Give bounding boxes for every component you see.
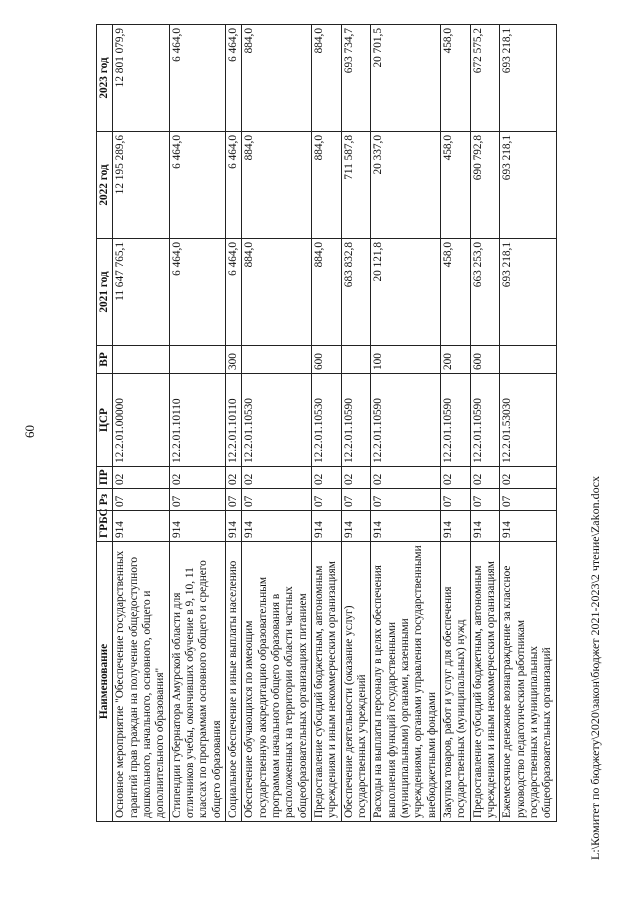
table-row xyxy=(440,25,470,822)
table-row xyxy=(225,25,241,822)
cell-y2021: 6 464,0 xyxy=(225,239,241,346)
cell-y2023: 693 218,1 xyxy=(500,25,556,132)
cell-rz: 07 xyxy=(341,489,371,511)
cell-y2022: 458,0 xyxy=(440,132,470,239)
cell-y2021: 693 218,1 xyxy=(500,239,556,346)
cell-csr: 12.2.01.10590 xyxy=(440,374,470,467)
cell-vr: 600 xyxy=(470,346,500,374)
cell-grbs: 914 xyxy=(440,511,470,542)
cell-pr: 02 xyxy=(500,467,556,489)
header-pr: ПР xyxy=(97,467,113,489)
cell-y2023: 12 801 079,9 xyxy=(113,25,169,132)
cell-grbs: 914 xyxy=(113,511,169,542)
cell-y2021: 884,0 xyxy=(311,239,341,346)
cell-y2023: 6 464,0 xyxy=(169,25,225,132)
cell-pr: 02 xyxy=(440,467,470,489)
cell-vr xyxy=(113,346,169,374)
table-row xyxy=(500,25,556,822)
cell-grbs: 914 xyxy=(341,511,371,542)
cell-vr: 100 xyxy=(371,346,441,374)
cell-name: Предоставление субсидий бюджетным, автономным учреждениям и иным некоммерческим организациям xyxy=(470,542,500,822)
cell-y2022: 6 464,0 xyxy=(225,132,241,239)
cell-y2022: 711 587,8 xyxy=(341,132,371,239)
budget-table-container xyxy=(96,25,554,822)
cell-csr: 12.2.01.10530 xyxy=(242,374,312,467)
cell-grbs: 914 xyxy=(225,511,241,542)
cell-y2023: 20 701,5 xyxy=(371,25,441,132)
cell-rz: 07 xyxy=(371,489,441,511)
header-vr: ВР xyxy=(97,346,113,374)
cell-rz: 07 xyxy=(113,489,169,511)
cell-y2021: 6 464,0 xyxy=(169,239,225,346)
cell-name: Расходы на выплаты персоналу в целях обеспечения выполнения функций государственными (муниципальными) органами, казенными учреждениями, органами управления государственными внебюджетными фондами xyxy=(371,542,441,822)
cell-name: Предоставление субсидий бюджетным, автономным учреждениям и иным некоммерческим организациям xyxy=(311,542,341,822)
cell-y2023: 884,0 xyxy=(311,25,341,132)
cell-grbs: 914 xyxy=(470,511,500,542)
cell-name: Обеспечение обучающихся по имеющим государственную аккредитацию образовательным программам начального общего образования в расположенных на территории области частных общеобразовательных организациях питанием xyxy=(242,542,312,822)
cell-grbs: 914 xyxy=(371,511,441,542)
cell-rz: 07 xyxy=(311,489,341,511)
cell-vr xyxy=(341,346,371,374)
cell-y2023: 693 734,7 xyxy=(341,25,371,132)
cell-vr xyxy=(242,346,312,374)
header-rz: Рз xyxy=(97,489,113,511)
cell-rz: 07 xyxy=(470,489,500,511)
cell-y2022: 693 218,1 xyxy=(500,132,556,239)
cell-grbs: 914 xyxy=(500,511,556,542)
cell-grbs: 914 xyxy=(169,511,225,542)
cell-csr: 12.2.01.10110 xyxy=(225,374,241,467)
header-2023: 2023 год xyxy=(97,25,113,132)
table-row xyxy=(371,25,441,822)
cell-y2022: 884,0 xyxy=(311,132,341,239)
cell-rz: 07 xyxy=(242,489,312,511)
header-grbs: ГРБС xyxy=(97,511,113,542)
cell-name: Основное мероприятие "Обеспечение государственных гарантий прав граждан на получение общедоступного дошкольного, начального, основного, общего и дополнительного образования" xyxy=(113,542,169,822)
cell-rz: 07 xyxy=(440,489,470,511)
cell-y2022: 12 195 289,6 xyxy=(113,132,169,239)
budget-table xyxy=(96,24,557,822)
cell-pr: 02 xyxy=(242,467,312,489)
cell-y2022: 20 337,0 xyxy=(371,132,441,239)
cell-y2023: 458,0 xyxy=(440,25,470,132)
cell-grbs: 914 xyxy=(242,511,312,542)
cell-pr: 02 xyxy=(225,467,241,489)
table-row xyxy=(242,25,312,822)
table-row xyxy=(169,25,225,822)
cell-pr: 02 xyxy=(371,467,441,489)
cell-y2022: 884,0 xyxy=(242,132,312,239)
cell-pr: 02 xyxy=(470,467,500,489)
header-2021: 2021 год xyxy=(97,239,113,346)
cell-y2022: 6 464,0 xyxy=(169,132,225,239)
page-number: 60 xyxy=(22,425,37,438)
cell-y2021: 11 647 765,1 xyxy=(113,239,169,346)
table-row xyxy=(113,25,169,822)
cell-y2023: 6 464,0 xyxy=(225,25,241,132)
cell-csr: 12.2.01.00000 xyxy=(113,374,169,467)
cell-vr: 200 xyxy=(440,346,470,374)
cell-pr: 02 xyxy=(169,467,225,489)
cell-name: Закупка товаров, работ и услуг для обеспечения государственных (муниципальных) нужд xyxy=(440,542,470,822)
table-header-row xyxy=(97,25,113,822)
cell-pr: 02 xyxy=(113,467,169,489)
cell-y2021: 20 121,8 xyxy=(371,239,441,346)
cell-y2023: 884,0 xyxy=(242,25,312,132)
cell-pr: 02 xyxy=(311,467,341,489)
cell-y2021: 663 253,0 xyxy=(470,239,500,346)
cell-rz: 07 xyxy=(500,489,556,511)
cell-y2022: 690 792,8 xyxy=(470,132,500,239)
cell-csr: 12.2.01.10530 xyxy=(311,374,341,467)
cell-grbs: 914 xyxy=(311,511,341,542)
cell-name: Социальное обеспечение и иные выплаты населению xyxy=(225,542,241,822)
cell-csr: 12.2.01.10590 xyxy=(371,374,441,467)
cell-y2021: 458,0 xyxy=(440,239,470,346)
cell-y2023: 672 575,2 xyxy=(470,25,500,132)
cell-vr: 600 xyxy=(311,346,341,374)
table-row xyxy=(341,25,371,822)
header-csr: ЦСР xyxy=(97,374,113,467)
cell-vr xyxy=(169,346,225,374)
cell-pr: 02 xyxy=(341,467,371,489)
cell-csr: 12.2.01.53030 xyxy=(500,374,556,467)
table-row xyxy=(470,25,500,822)
cell-csr: 12.2.01.10590 xyxy=(341,374,371,467)
cell-y2021: 683 832,8 xyxy=(341,239,371,346)
cell-name: Обеспечение деятельности (оказание услуг) государственных учреждений xyxy=(341,542,371,822)
cell-name: Ежемесячное денежное вознаграждение за классное руководство педагогическим работникам государственных и муниципальных общеобразовательных организаций xyxy=(500,542,556,822)
cell-vr xyxy=(500,346,556,374)
footer-file-path: L:\Комитет по бюджету\2020\закон\бюджет 2021-2023\2 чтение\Zakon.docx xyxy=(588,476,602,860)
cell-csr: 12.2.01.10110 xyxy=(169,374,225,467)
header-name: Наименование xyxy=(97,542,113,822)
cell-rz: 07 xyxy=(225,489,241,511)
cell-vr: 300 xyxy=(225,346,241,374)
table-row xyxy=(311,25,341,822)
cell-csr: 12.2.01.10590 xyxy=(470,374,500,467)
cell-name: Стипендии губернатора Амурской области для отличников учебы, окончивших обучение в 9, 10, 11 классах по программам основного общего и среднего общего образования xyxy=(169,542,225,822)
header-2022: 2022 год xyxy=(97,132,113,239)
cell-y2021: 884,0 xyxy=(242,239,312,346)
cell-rz: 07 xyxy=(169,489,225,511)
